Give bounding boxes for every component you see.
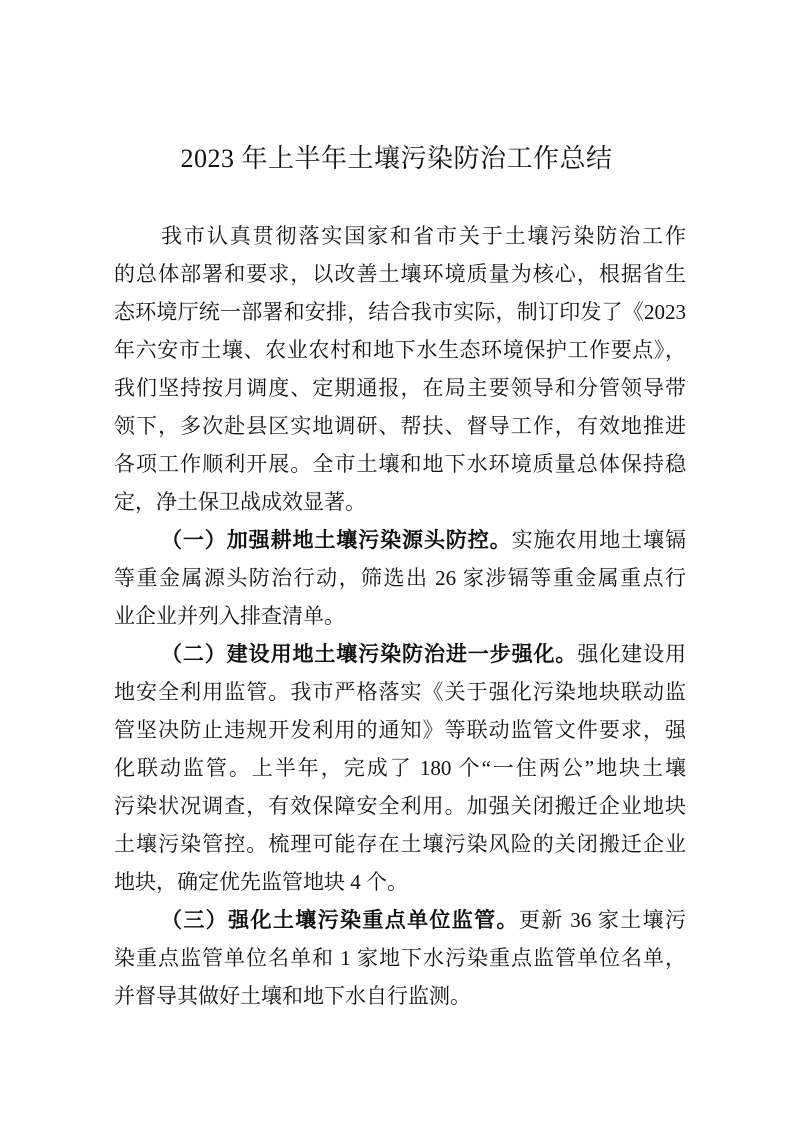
line-text: 等重金属源头防治行动，筛选出 26 家涉镉等重金属重点行	[114, 566, 686, 590]
text-line	[114, 749, 686, 787]
text-line	[114, 901, 686, 939]
line-text: 年六安市土壤、农业农村和地下水生态环境保护工作要点》，	[114, 338, 686, 362]
text-line	[114, 521, 686, 559]
text-line	[114, 483, 686, 521]
line-text: 强化建设用	[577, 642, 687, 666]
line-text: 地块，确定优先监管地块 4 个。	[114, 870, 408, 894]
text-line	[114, 825, 686, 863]
line-text: 的总体部署和要求，以改善土壤环境质量为核心，根据省生	[114, 262, 686, 286]
line-text: 管坚决防止违规开发利用的通知》等联动监管文件要求，强	[114, 718, 686, 742]
text-line	[114, 255, 686, 293]
text-line	[114, 369, 686, 407]
text-line	[114, 939, 686, 977]
text-line	[114, 407, 686, 445]
document-title: 2023 年上半年土壤污染防治工作总结	[180, 144, 613, 173]
text-line	[114, 787, 686, 825]
paragraph	[114, 521, 686, 635]
section-heading: （一）加强耕地土壤污染源头防控。	[161, 528, 512, 552]
line-text: 污染状况调查，有效保障安全利用。加强关闭搬迁企业地块	[114, 794, 686, 818]
line-text: 地安全利用监管。我市严格落实《关于强化污染地块联动监	[114, 680, 686, 704]
line-text: 各项工作顺利开展。全市土壤和地下水环境质量总体保持稳	[114, 452, 686, 476]
line-text: 土壤污染管控。梳理可能存在土壤污染风险的关闭搬迁企业	[114, 832, 686, 856]
section-heading: （二）建设用地土壤污染防治进一步强化。	[161, 642, 578, 666]
line-text: 更新 36 家土壤污	[518, 908, 687, 932]
text-line	[114, 711, 686, 749]
text-line	[114, 977, 686, 1015]
text-line	[114, 217, 686, 255]
line-text: 定，净土保卫战成效显著。	[114, 490, 366, 514]
line-text: 领下，多次赴县区实地调研、帮扶、督导工作，有效地推进	[114, 414, 686, 438]
text-line	[114, 445, 686, 483]
text-line	[114, 331, 686, 369]
section-heading: （三）强化土壤污染重点单位监管。	[161, 908, 519, 932]
line-text: 我市认真贯彻落实国家和省市关于土壤污染防治工作	[161, 224, 686, 248]
text-line	[114, 559, 686, 597]
paragraph	[114, 635, 686, 901]
line-text: 并督导其做好土壤和地下水自行监测。	[114, 984, 471, 1008]
line-text: 业企业并列入排查清单。	[114, 604, 345, 628]
line-text: 我们坚持按月调度、定期通报，在局主要领导和分管领导带	[114, 376, 686, 400]
text-line	[114, 597, 686, 635]
line-text: 化联动监管。上半年，完成了 180 个“一住两公”地块土壤	[114, 756, 686, 780]
line-text: 染重点监管单位名单和 1 家地下水污染重点监管单位名单，	[114, 946, 686, 970]
document-body	[114, 217, 686, 1015]
line-text: 态环境厅统一部署和安排，结合我市实际，制订印发了《2023	[114, 300, 686, 324]
paragraph	[114, 217, 686, 521]
text-line	[114, 293, 686, 331]
line-text: 实施农用地土壤镉	[511, 528, 686, 552]
text-line	[114, 863, 686, 901]
text-line	[114, 673, 686, 711]
text-line	[114, 635, 686, 673]
paragraph	[114, 901, 686, 1015]
